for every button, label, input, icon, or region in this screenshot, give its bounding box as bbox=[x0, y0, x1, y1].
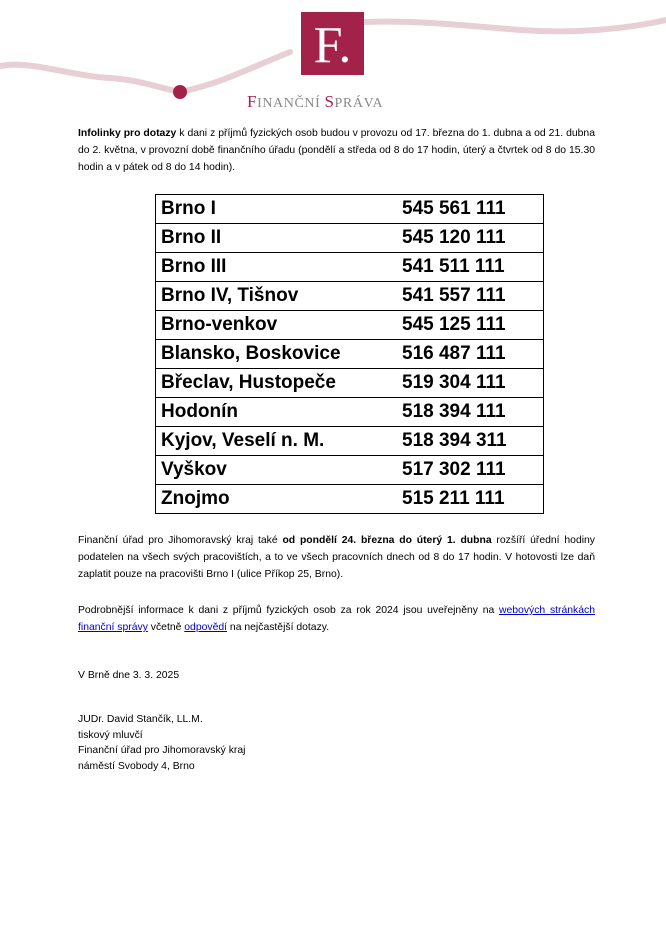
phone-number: 541 511 111 bbox=[397, 253, 544, 282]
office-name: Znojmo bbox=[156, 485, 398, 514]
phone-number: 545 125 111 bbox=[397, 311, 544, 340]
phone-number: 545 561 111 bbox=[397, 195, 544, 224]
office-name: Vyškov bbox=[156, 456, 398, 485]
logo bbox=[301, 12, 364, 75]
office-name: Kyjov, Veselí n. M. bbox=[156, 427, 398, 456]
signature-block bbox=[78, 712, 245, 774]
office-name: Brno I bbox=[156, 195, 398, 224]
hotline-table bbox=[155, 194, 544, 514]
hotline-row bbox=[156, 340, 544, 369]
signature-office: Finanční úřad pro Jihomoravský kraj bbox=[78, 745, 246, 756]
office-name: Brno III bbox=[156, 253, 398, 282]
office-name: Brno-venkov bbox=[156, 311, 398, 340]
phone-number: 516 487 111 bbox=[397, 340, 544, 369]
phone-number: 518 394 111 bbox=[397, 398, 544, 427]
brand-initial-2: S bbox=[324, 92, 335, 111]
phone-number: 541 557 111 bbox=[397, 282, 544, 311]
hotline-row bbox=[156, 369, 544, 398]
intro-paragraph bbox=[78, 125, 595, 176]
phone-number: 518 394 311 bbox=[397, 427, 544, 456]
office-name: Brno II bbox=[156, 224, 398, 253]
tax-website-link[interactable]: webových stránkách finanční správy bbox=[78, 605, 595, 633]
wave-dot bbox=[173, 85, 187, 99]
phone-number: 545 120 111 bbox=[397, 224, 544, 253]
hotline-row bbox=[156, 282, 544, 311]
office-name: Brno IV, Tišnov bbox=[156, 282, 398, 311]
phone-number: 517 302 111 bbox=[397, 456, 544, 485]
brand-initial-1: F bbox=[247, 92, 258, 111]
hotline-row bbox=[156, 427, 544, 456]
phone-number: 515 211 111 bbox=[397, 485, 544, 514]
logo-letter: F. bbox=[313, 16, 352, 74]
more-info-paragraph bbox=[78, 602, 595, 636]
hotline-row bbox=[156, 398, 544, 427]
office-hours-paragraph bbox=[78, 532, 595, 583]
hotline-table-body bbox=[156, 195, 544, 514]
office-note-part2: rozšíří úřední hodiny podatelen na všech svých pracovištích, a to ve všech pracovních dnech od 8 do 17 hodin. V hotovosti lze daň zaplatit pouze na pracovišti Brno I (ulice Příkop 25, Brno). bbox=[78, 535, 596, 580]
more-info-part2: včetně bbox=[147, 622, 185, 633]
hotline-row bbox=[156, 485, 544, 514]
office-name: Břeclav, Hustopeče bbox=[156, 369, 398, 398]
more-info-part1: Podrobnější informace k dani z příjmů fyzických osob za rok 2024 jsou uveřejněny na bbox=[78, 605, 499, 616]
more-info-part3: na nejčastější dotazy. bbox=[227, 622, 330, 633]
office-note-bold: od pondělí 24. března do úterý 1. dubna bbox=[282, 535, 492, 546]
phone-number: 519 304 111 bbox=[397, 369, 544, 398]
faq-answers-link[interactable]: odpovědí bbox=[184, 622, 228, 633]
signature-role: tiskový mluvčí bbox=[78, 729, 143, 741]
brand-rest-1: INANČNÍ bbox=[257, 96, 325, 111]
office-note-part1: Finanční úřad pro Jihomoravský kraj také bbox=[78, 535, 283, 546]
hotline-row bbox=[156, 224, 544, 253]
letterhead bbox=[0, 0, 666, 120]
intro-text: k dani z příjmů fyzických osob budou v provozu od 17. března do 1. dubna a od 21. dubna do 2. května, v provozní době finančního úřadu (pondělí a středa od 8 do 17 hodin, úterý a čtvrtek od 8 do 15.30 hodin a v pátek od 8 do 14 hodin). bbox=[78, 128, 595, 173]
office-name: Blansko, Boskovice bbox=[156, 340, 398, 369]
brand-name bbox=[247, 92, 383, 112]
brand-rest-2: PRÁVA bbox=[334, 96, 384, 111]
intro-lead: Infolinky pro dotazy bbox=[78, 128, 177, 139]
hotline-row bbox=[156, 253, 544, 282]
signature-name: JUDr. David Stančík, LL.M. bbox=[78, 714, 203, 725]
date-line: V Brně dne 3. 3. 2025 bbox=[78, 670, 180, 681]
hotline-row bbox=[156, 456, 544, 485]
signature-address: náměstí Svobody 4, Brno bbox=[78, 760, 195, 772]
hotline-row bbox=[156, 311, 544, 340]
hotline-row bbox=[156, 195, 544, 224]
office-name: Hodonín bbox=[156, 398, 398, 427]
